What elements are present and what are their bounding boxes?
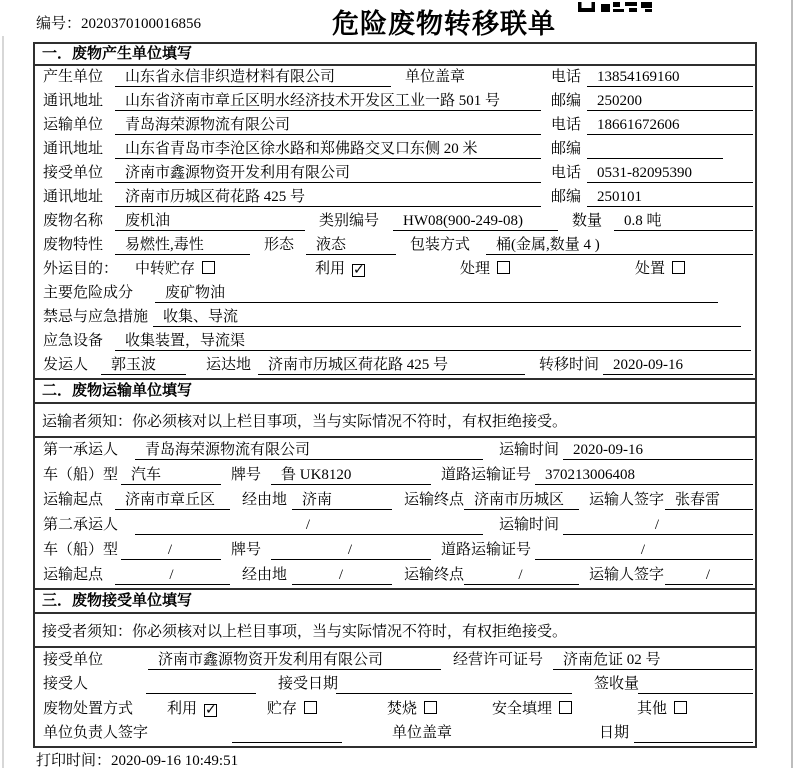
carrier1-label: 第一承运人 bbox=[43, 442, 119, 458]
checkbox-utilize: ✓ bbox=[353, 262, 365, 278]
time1-value: 2020-09-16 bbox=[563, 441, 753, 460]
row-taboo bbox=[35, 306, 755, 330]
plate1-label: 牌号 bbox=[231, 467, 262, 483]
phone1-value: 13854169160 bbox=[587, 68, 753, 87]
permit-label: 经营许可证号 bbox=[453, 651, 544, 668]
disposal-option-landfill: 安全填埋 bbox=[492, 700, 637, 719]
via2-label: 经由地 bbox=[242, 567, 288, 583]
equipment-label: 应急设备 bbox=[43, 333, 104, 349]
carrier2-label: 第二承运人 bbox=[43, 517, 119, 533]
vehicle1-value: 汽车 bbox=[121, 466, 221, 485]
print-time-value: 2020-09-16 10:49:51 bbox=[111, 753, 239, 769]
row-equipment bbox=[35, 330, 755, 354]
via1-value: 济南 bbox=[292, 491, 392, 510]
chief-sign-value bbox=[232, 724, 342, 743]
time2-label: 运输时间 bbox=[499, 517, 560, 533]
carrier1-value: 青岛海荣源物流有限公司 bbox=[135, 441, 483, 460]
time1-label: 运输时间 bbox=[499, 442, 560, 458]
form-value: 液态 bbox=[306, 236, 396, 255]
checkbox-disposal-storage bbox=[304, 701, 317, 714]
row-producer-address bbox=[35, 90, 755, 114]
qty-value: 0.8 吨 bbox=[614, 212, 753, 231]
accept-date-value bbox=[336, 675, 572, 694]
row-route1 bbox=[35, 488, 755, 513]
page-title: 危险废物转移联单 bbox=[332, 9, 556, 39]
acceptor-value bbox=[146, 675, 256, 694]
row-vehicle2 bbox=[35, 538, 755, 563]
via1-label: 经由地 bbox=[242, 492, 288, 508]
shipper-label: 发运人 bbox=[43, 357, 89, 373]
carrier2-value: / bbox=[135, 516, 483, 535]
accept-date-label: 接受日期 bbox=[278, 676, 339, 692]
disposal-option-utilize: 利用 ✓ bbox=[167, 700, 217, 718]
license2-label: 道路运输证号 bbox=[441, 542, 532, 558]
checkbox-disposal-landfill bbox=[559, 701, 572, 714]
page-left-edge bbox=[2, 36, 4, 768]
purpose-option-dispose: 处置 bbox=[635, 260, 685, 279]
row-receiver bbox=[35, 162, 755, 186]
zip3-value: 250101 bbox=[587, 188, 753, 207]
phone1-label: 电话 bbox=[551, 69, 582, 85]
plate2-value: / bbox=[271, 541, 431, 560]
zip1-label: 邮编 bbox=[551, 93, 582, 109]
signed-qty-label: 签收量 bbox=[594, 676, 640, 692]
dest-label: 运达地 bbox=[206, 357, 252, 373]
transporter-label: 运输单位 bbox=[43, 117, 104, 133]
via2-value: / bbox=[292, 566, 392, 585]
waste-name-label: 废物名称 bbox=[43, 213, 104, 229]
checkbox-transfer-storage bbox=[202, 261, 215, 274]
doc-number-label: 编号： bbox=[36, 16, 82, 32]
accept-unit-value: 济南市鑫源物资开发利用有限公司 bbox=[148, 651, 441, 670]
row-shipper bbox=[35, 354, 755, 378]
checkbox-disposal-other bbox=[674, 701, 687, 714]
zip2-label: 邮编 bbox=[551, 141, 582, 157]
purpose-option-transfer-storage: 中转贮存 bbox=[135, 260, 315, 279]
sign2-value: / bbox=[665, 566, 753, 585]
disposal-option-other: 其他 bbox=[637, 700, 687, 719]
vehicle1-label: 车（船）型 bbox=[43, 467, 119, 483]
transfer-time-value: 2020-09-16 bbox=[603, 356, 753, 375]
purpose-option-treat: 处理 bbox=[460, 260, 635, 279]
producer-label: 产生单位 bbox=[43, 69, 104, 85]
qr-code-partial-icon bbox=[578, 0, 654, 17]
sign1-label: 运输人签字 bbox=[589, 492, 665, 508]
origin2-label: 运输起点 bbox=[43, 567, 104, 583]
time2-value: / bbox=[563, 516, 753, 535]
row-disposal bbox=[35, 697, 755, 722]
row-hazard bbox=[35, 282, 755, 306]
sign2-label: 运输人签字 bbox=[589, 567, 665, 583]
acceptor-label: 接受人 bbox=[43, 676, 89, 692]
zip1-value: 250200 bbox=[587, 92, 753, 111]
phone2-value: 18661672606 bbox=[587, 116, 753, 135]
section-1-title: 一．废物产生单位填写 bbox=[35, 44, 755, 66]
chief-sign-label: 单位负责人签字 bbox=[43, 725, 149, 741]
accept-unit-label: 接受单位 bbox=[43, 651, 104, 668]
shipper-value: 郭玉波 bbox=[101, 356, 186, 375]
checkbox-disposal-incinerate bbox=[424, 701, 437, 714]
license2-value: / bbox=[535, 541, 753, 560]
vehicle2-label: 车（船）型 bbox=[43, 542, 119, 558]
plate2-label: 牌号 bbox=[231, 542, 262, 558]
transfer-time-label: 转移时间 bbox=[539, 357, 600, 373]
row-chief-sign bbox=[35, 722, 755, 747]
disposal-option-incinerate: 焚烧 bbox=[387, 700, 492, 719]
license1-label: 道路运输证号 bbox=[441, 467, 532, 483]
form-label: 形态 bbox=[264, 237, 295, 253]
row-acceptor bbox=[35, 673, 755, 698]
permit-value: 济南危证 02 号 bbox=[553, 651, 753, 670]
row-transporter bbox=[35, 114, 755, 138]
dest-value: 济南市历城区荷花路 425 号 bbox=[258, 356, 525, 375]
print-time bbox=[36, 749, 238, 770]
category-value: HW08(900-249-08) bbox=[393, 212, 558, 231]
addr2-label: 通讯地址 bbox=[43, 141, 104, 157]
phone3-value: 0531-82095390 bbox=[587, 164, 753, 183]
page-right-edge bbox=[791, 0, 793, 768]
license1-value: 370213006408 bbox=[535, 466, 753, 485]
addr3-label: 通讯地址 bbox=[43, 189, 104, 205]
row-route2 bbox=[35, 563, 755, 588]
hazard-value: 废矿物油 bbox=[155, 284, 718, 303]
end2-label: 运输终点 bbox=[404, 567, 465, 583]
doc-number-value: 2020370100016856 bbox=[81, 16, 202, 32]
sign1-value: 张春雷 bbox=[665, 491, 753, 510]
vehicle2-value: / bbox=[121, 541, 221, 560]
waste-name-value: 废机油 bbox=[115, 212, 305, 231]
manifest-form bbox=[33, 42, 757, 748]
producer-value: 山东省永信非织造材料有限公司 bbox=[115, 68, 391, 87]
addr3-value: 济南市历城区荷花路 425 号 bbox=[115, 188, 541, 207]
unit-seal-label: 单位盖章 bbox=[405, 69, 466, 85]
row-carrier2 bbox=[35, 513, 755, 538]
phone3-label: 电话 bbox=[551, 165, 582, 181]
checkbox-disposal-utilize: ✓ bbox=[205, 701, 217, 718]
row-receiver-address bbox=[35, 186, 755, 210]
date-value bbox=[634, 724, 753, 743]
unit-seal3-label: 单位盖章 bbox=[392, 725, 453, 741]
plate1-value: 鲁 UK8120 bbox=[271, 466, 431, 485]
origin1-value: 济南市章丘区 bbox=[115, 491, 230, 510]
print-time-label: 打印时间： bbox=[36, 753, 112, 769]
character-value: 易燃性,毒性 bbox=[115, 236, 250, 255]
hazard-label: 主要危险成分 bbox=[43, 285, 134, 301]
purpose-option-utilize: 利用 ✓ bbox=[315, 261, 365, 278]
packing-value: 桶(金属,数量 4 ) bbox=[486, 236, 753, 255]
addr1-label: 通讯地址 bbox=[43, 93, 104, 109]
disposal-label: 废物处置方式 bbox=[43, 700, 134, 717]
phone2-label: 电话 bbox=[551, 117, 582, 133]
section-2-title: 二．废物运输单位填写 bbox=[35, 378, 755, 404]
row-waste-character bbox=[35, 234, 755, 258]
origin2-value: / bbox=[115, 566, 230, 585]
section-3-notice: 接受者须知：你必须核对以上栏目事项，当与实际情况不符时，有权拒绝接受。 bbox=[35, 614, 755, 648]
row-carrier1 bbox=[35, 438, 755, 463]
end1-label: 运输终点 bbox=[404, 492, 465, 508]
row-transporter-address bbox=[35, 138, 755, 162]
addr1-value: 山东省济南市章丘区明水经济技术开发区工业一路 501 号 bbox=[115, 92, 541, 111]
packing-label: 包装方式 bbox=[410, 237, 471, 253]
disposal-option-storage: 贮存 bbox=[267, 700, 387, 719]
checkbox-treat bbox=[497, 261, 510, 274]
category-label: 类别编号 bbox=[319, 213, 380, 229]
character-label: 废物特性 bbox=[43, 237, 104, 253]
date-label: 日期 bbox=[599, 725, 630, 741]
row-waste-name bbox=[35, 210, 755, 234]
signed-qty-value bbox=[638, 675, 753, 694]
taboo-value: 收集、导流 bbox=[153, 308, 741, 327]
purpose-label: 外运目的： bbox=[43, 261, 119, 277]
row-producer bbox=[35, 66, 755, 90]
row-accept-unit bbox=[35, 648, 755, 673]
section-3-title: 三．废物接受单位填写 bbox=[35, 588, 755, 614]
transporter-value: 青岛海荣源物流有限公司 bbox=[115, 116, 541, 135]
zip3-label: 邮编 bbox=[551, 189, 582, 205]
addr2-value: 山东省青岛市李沧区徐水路和郑佛路交叉口东侧 20 米 bbox=[115, 140, 541, 159]
zip2-value bbox=[587, 140, 723, 159]
section-2-notice: 运输者须知：你必须核对以上栏目事项，当与实际情况不符时，有权拒绝接受。 bbox=[35, 404, 755, 438]
receiver-value: 济南市鑫源物资开发利用有限公司 bbox=[115, 164, 541, 183]
end2-value: / bbox=[464, 566, 579, 585]
checkbox-dispose bbox=[672, 261, 685, 274]
origin1-label: 运输起点 bbox=[43, 492, 104, 508]
qty-label: 数量 bbox=[572, 213, 603, 229]
taboo-label: 禁忌与应急措施 bbox=[43, 309, 149, 325]
end1-value: 济南市历城区 bbox=[464, 491, 579, 510]
receiver-label: 接受单位 bbox=[43, 165, 104, 181]
row-purpose bbox=[35, 258, 755, 282]
row-vehicle1 bbox=[35, 463, 755, 488]
equipment-value: 收集装置，导流渠 bbox=[115, 332, 751, 351]
